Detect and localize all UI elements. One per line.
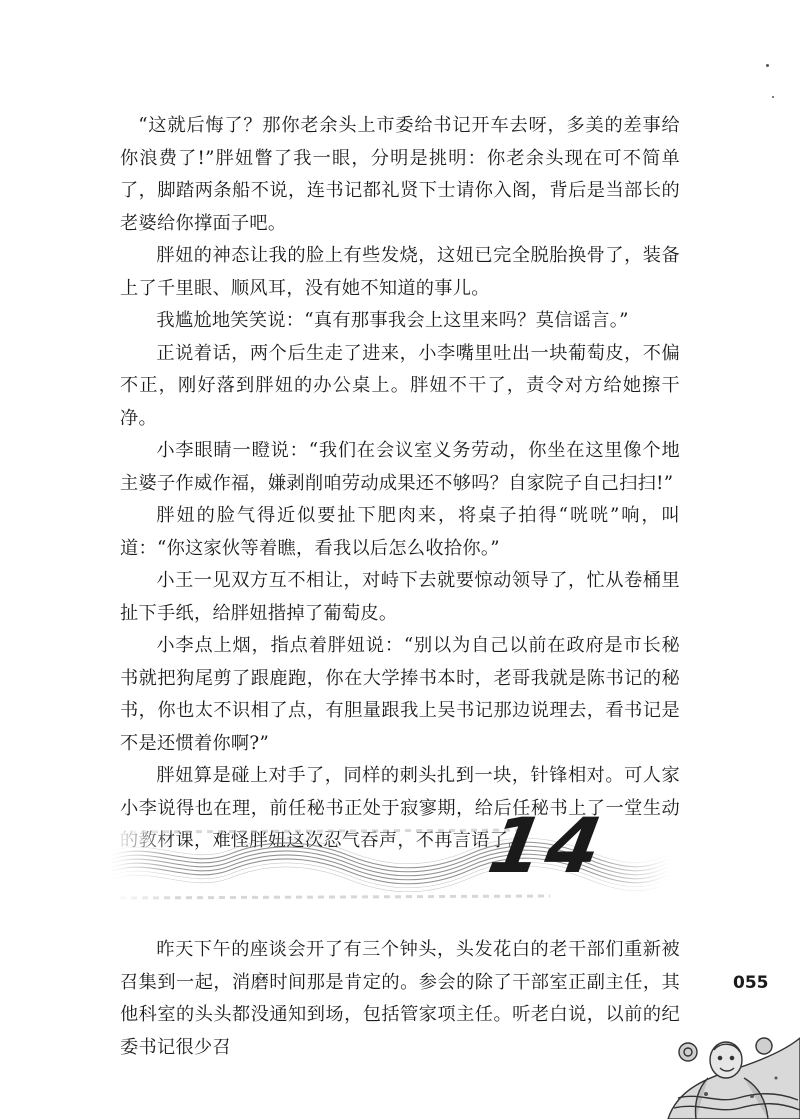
paragraph: 小李点上烟，指点着胖妞说：“别以为自己以前在政府是市长秘书就把狗尾剪了跟鹿跑，你在大学捧书本时，老哥我就是陈书记的秘书，你也太不识相了点，有胆量跟我上吴书记那边说理去，看书记是不是还惯着你啊?” xyxy=(120,635,680,754)
paragraph: 正说着话，两个后生走了进来，小李嘴里吐出一块葡萄皮，不偏不正，刚好落到胖妞的办公桌上。胖妞不干了，责令对方给她擦干净。 xyxy=(120,342,680,429)
paragraph: 小李眼睛一瞪说：“我们在会议室义务劳动，你坐在这里像个地主婆子作威作福，嫌剥削咱劳动成果还不够吗？自家院子自己扫扫!” xyxy=(120,440,680,494)
page-number: 055 xyxy=(733,973,769,993)
paragraph: 胖妞的神态让我的脸上有些发烧，这妞已完全脱胎换骨了，装备上了千里眼、顺风耳，没有她不知道的事儿。 xyxy=(120,245,680,299)
chapter-number: 14 xyxy=(482,801,612,890)
scan-speck xyxy=(766,64,769,67)
paragraph: 我尴尬地笑笑说：“真有那事我会上这里来吗？莫信谣言。” xyxy=(156,310,629,331)
paragraph: 胖妞算是碰上对手了，同样的刺头扎到一块，针锋相对。可人家小李说得也在理，前任秘书正处于寂寥期，给后任秘书上了一堂生动 xyxy=(120,765,680,819)
body-text-top xyxy=(120,110,680,858)
paragraph: 昨天下午的座谈会开了有三个钟头，头发花白的老干部们重新被召集到一起，消磨时间那是肯定的。参会的除了干部室正副主任，其他科室的头头都没通知到场，包括管家项主任。听老白说，以前的纪委书记很少召 xyxy=(120,939,680,1058)
paragraph: “这就后悔了？那你老余头上市委给书记开车去呀，多美的差事给你浪费了!”胖妞瞥了我一眼，分明是挑明：你老余头现在可不简单了，脚踏两条船不说，连书记都礼贤下士请你入阁，背后是当部长的老婆给你撑面子吧。 xyxy=(120,115,680,234)
scan-speck xyxy=(772,96,774,98)
paragraph: 小王一见双方互不相让，对峙下去就要惊动领导了，忙从卷桶里扯下手纸，给胖妞揩掉了葡萄皮。 xyxy=(120,570,680,624)
paragraph: 胖妞的脸气得近似要扯下肥肉来，将桌子拍得“咣咣”响，叫道：“你这家伙等着瞧，看我以后怎么收拾你。” xyxy=(120,505,680,559)
decorative-corner-illustration xyxy=(648,1008,800,1119)
body-text-bottom xyxy=(120,934,680,1064)
